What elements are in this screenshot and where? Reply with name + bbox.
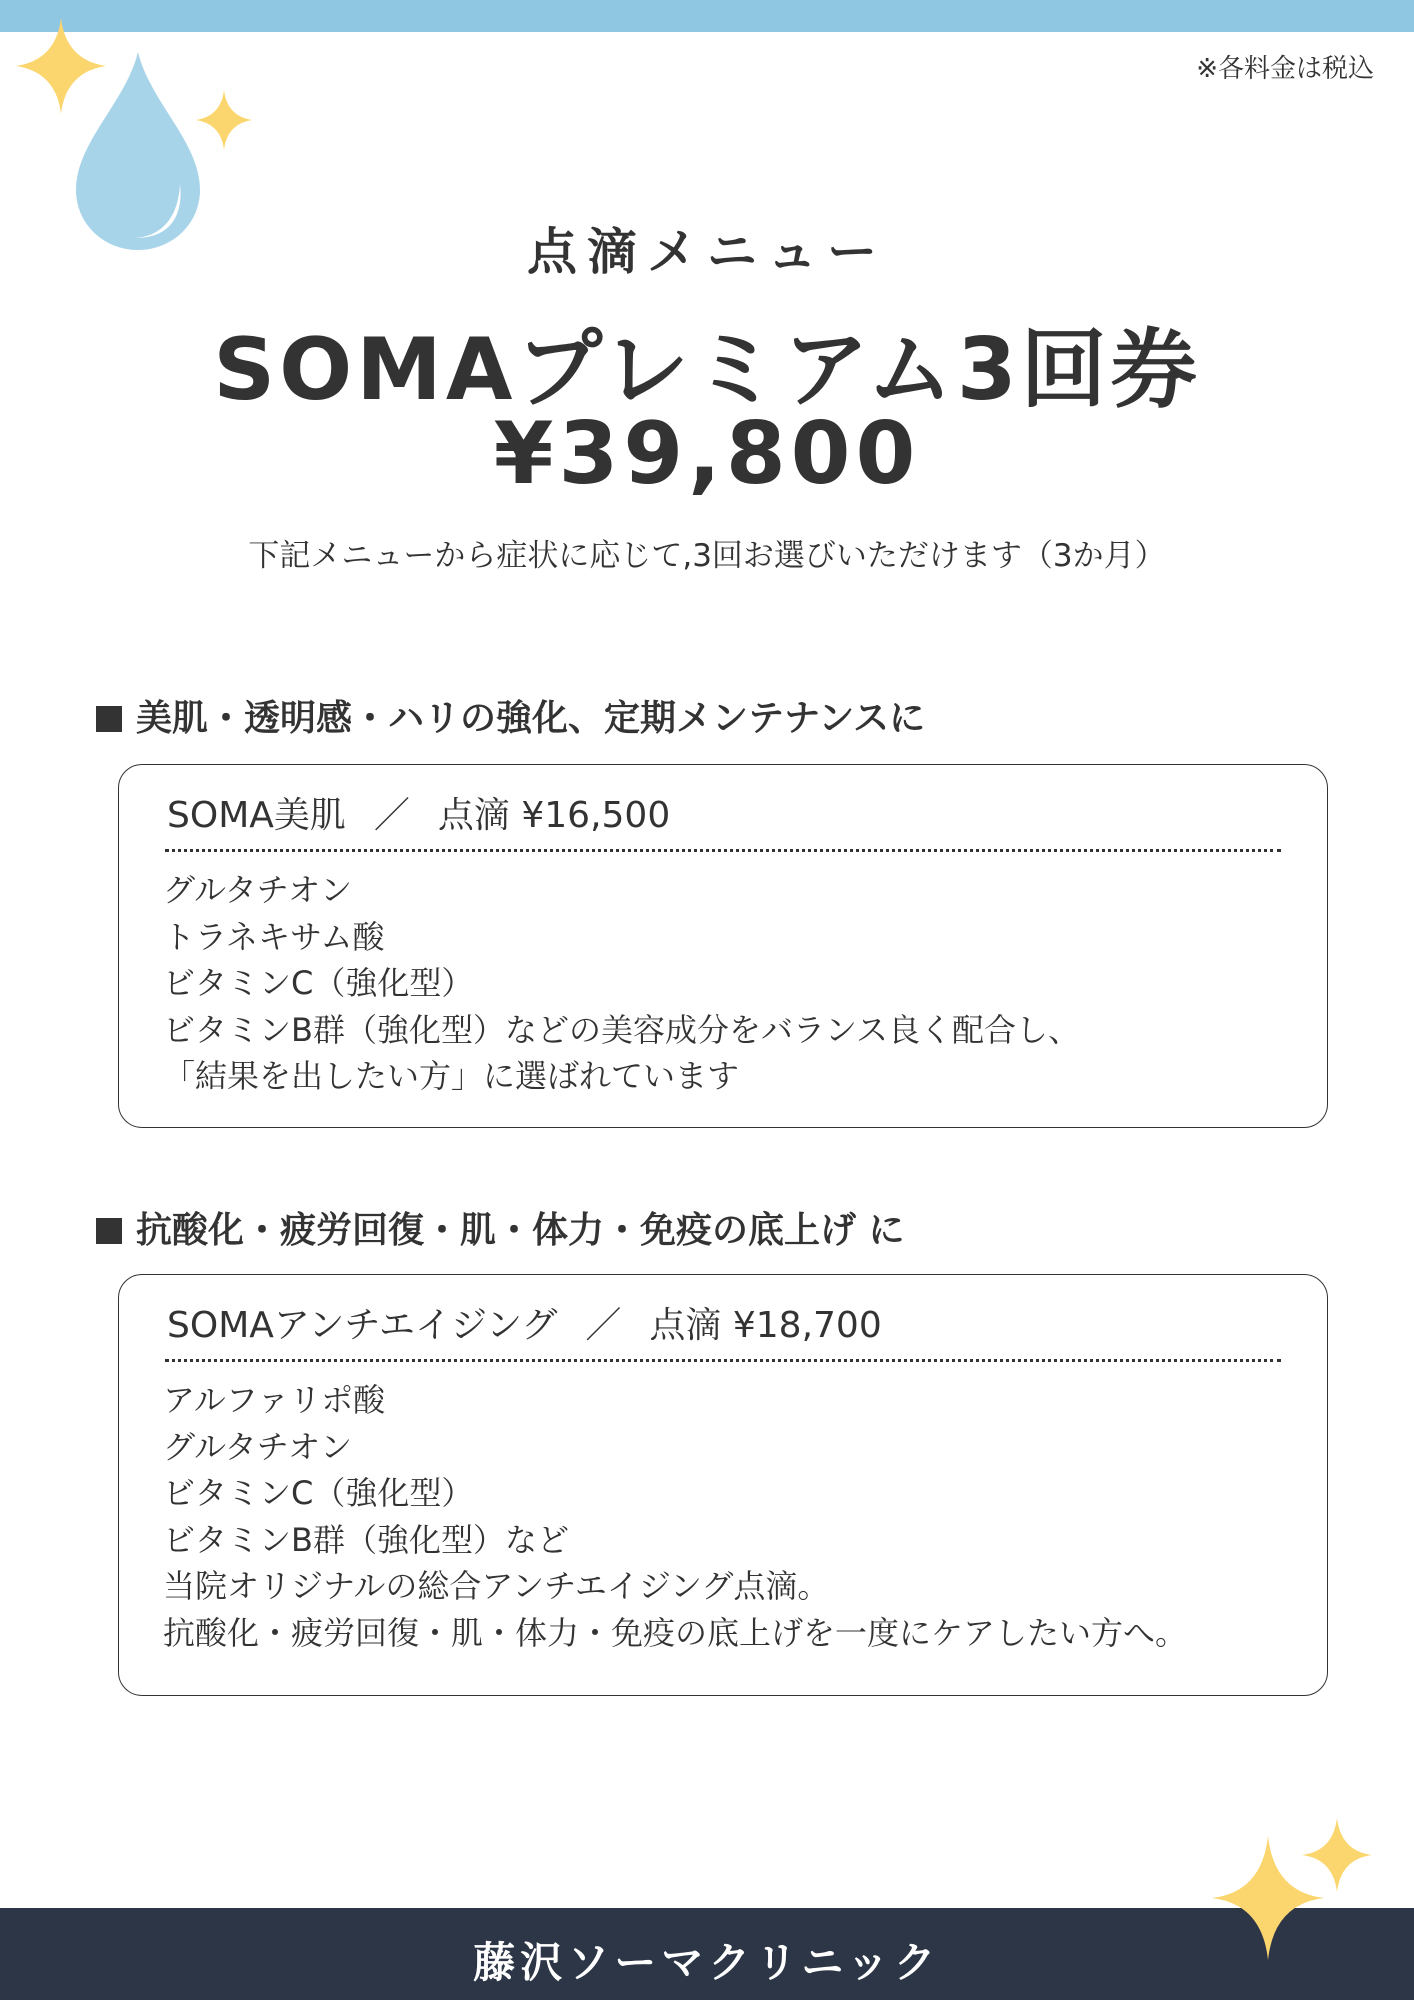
card-line: グルタチオン (163, 1427, 353, 1466)
card-line: ビタミンC（強化型） (163, 1474, 474, 1512)
tax-note: ※各料金は税込 (1196, 54, 1374, 84)
main-price: ¥39,800 (493, 404, 921, 504)
card-description (163, 1377, 1297, 1656)
card-line: ビタミンB群（強化型）などの美容成分をバランス良く配合し、 (163, 1010, 1080, 1049)
card-line: アルファリポ酸 (163, 1381, 386, 1419)
section-heading-text: 美肌・透明感・ハリの強化、定期メンテナンスに (136, 698, 926, 739)
menu-card-antiaging (118, 1274, 1328, 1696)
card-line: 「結果を出したい方」に選ばれています (163, 1057, 740, 1095)
card-line: ビタミンC（強化型） (163, 964, 474, 1002)
subtitle: 下記メニューから症状に応じて,3回お選びいただけます（3か月） (248, 538, 1166, 574)
card-line: グルタチオン (163, 871, 353, 909)
page-title: SOMAプレミアム3回券 (213, 320, 1201, 420)
clinic-name: 藤沢ソーマクリニック (473, 1938, 941, 1987)
menu-label: 点滴メニュー (527, 223, 887, 281)
square-bullet-icon (96, 706, 122, 732)
card-name: SOMAアンチエイジング (167, 1305, 558, 1346)
card-description (163, 867, 1297, 1100)
section-heading-text: 抗酸化・疲労回復・肌・体力・免疫の底上げ に (136, 1210, 905, 1251)
card-header (167, 1297, 882, 1348)
card-line: トラネキサム酸 (163, 917, 385, 956)
card-line: 当院オリジナルの総合アンチエイジング点滴。 (163, 1567, 830, 1605)
footer-bar (0, 1908, 1414, 2000)
dotted-divider (165, 1359, 1281, 1362)
card-header (167, 787, 670, 838)
card-line: 抗酸化・疲労回復・肌・体力・免疫の底上げを一度にケアしたい方へ。 (163, 1613, 1188, 1652)
card-name: SOMA美肌 (167, 795, 346, 836)
menu-card-beauty (118, 764, 1328, 1128)
card-separator: ／ (585, 1305, 622, 1346)
section-heading-antiaging (96, 1202, 905, 1253)
section-heading-beauty (96, 690, 925, 741)
dotted-divider (165, 849, 1281, 852)
card-price: 点滴 ¥16,500 (437, 795, 671, 836)
top-accent-bar (0, 0, 1414, 32)
card-price: 点滴 ¥18,700 (649, 1305, 882, 1346)
sparkle-icon (196, 90, 252, 150)
card-line: ビタミンB群（強化型）など (163, 1520, 569, 1559)
square-bullet-icon (96, 1218, 122, 1244)
sparkle-icon (1302, 1818, 1372, 1892)
card-separator: ／ (373, 795, 410, 836)
